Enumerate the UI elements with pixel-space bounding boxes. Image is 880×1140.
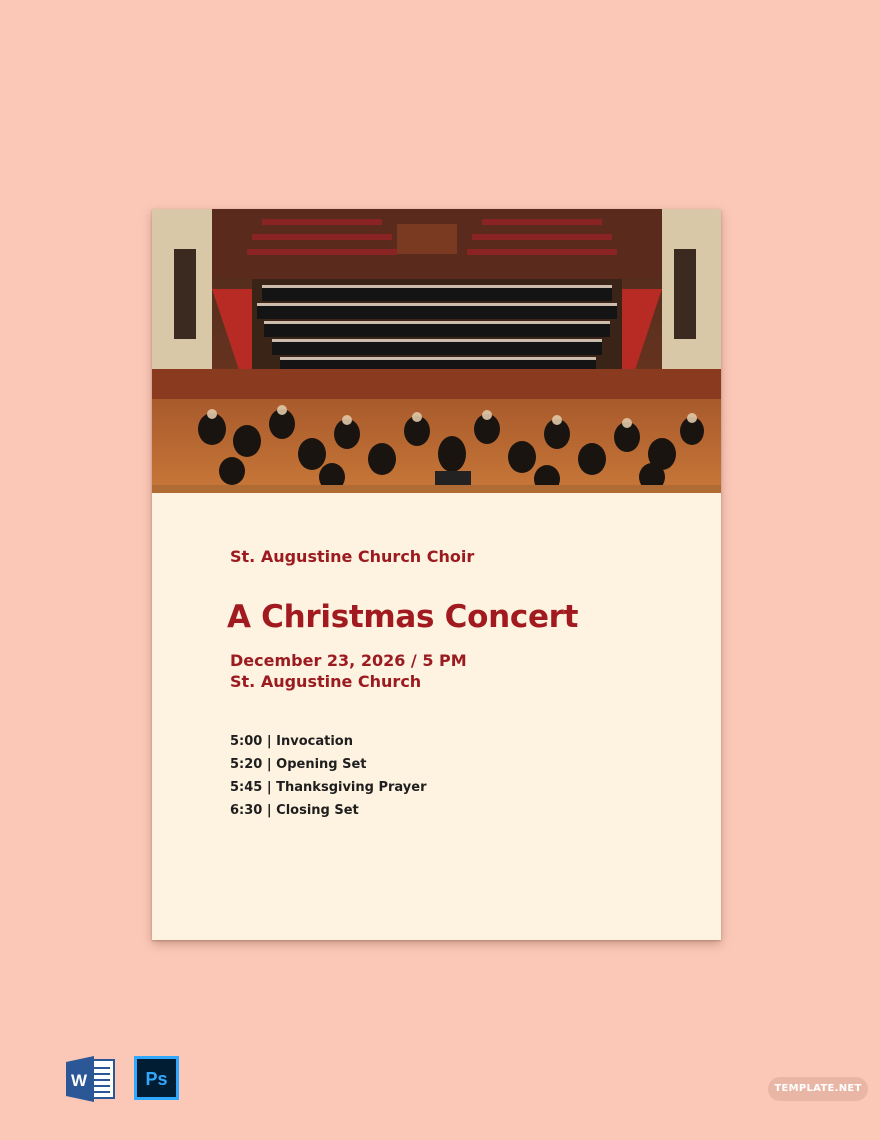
concert-title: A Christmas Concert (227, 599, 579, 635)
schedule-time: 6:30 (230, 803, 263, 818)
event-venue: St. Augustine Church (230, 672, 422, 691)
schedule-item: 5:00 | Invocation (230, 734, 353, 749)
schedule-time: 5:20 (230, 757, 263, 772)
schedule-item: 6:30 | Closing Set (230, 803, 359, 818)
schedule-item: 5:45 | Thanksgiving Prayer (230, 780, 427, 795)
concert-hall-photo (152, 209, 721, 493)
schedule-time: 5:00 (230, 734, 263, 749)
schedule-time: 5:45 (230, 780, 263, 795)
schedule-activity: Invocation (276, 734, 353, 749)
word-icon-letter: W (70, 1071, 88, 1090)
schedule-activity: Closing Set (276, 803, 359, 818)
word-icon[interactable] (66, 1056, 116, 1102)
schedule-activity: Thanksgiving Prayer (276, 780, 427, 795)
schedule-activity: Opening Set (276, 757, 367, 772)
photoshop-icon[interactable] (134, 1056, 179, 1100)
program-schedule (230, 733, 426, 825)
photoshop-icon-letter: Ps (145, 1069, 168, 1089)
template-net-badge[interactable]: TEMPLATE.NET (768, 1077, 868, 1101)
schedule-item: 5:20 | Opening Set (230, 757, 367, 772)
choir-name: St. Augustine Church Choir (230, 547, 475, 566)
event-date: December 23, 2026 / 5 PM (230, 651, 467, 670)
flyer (152, 209, 721, 940)
